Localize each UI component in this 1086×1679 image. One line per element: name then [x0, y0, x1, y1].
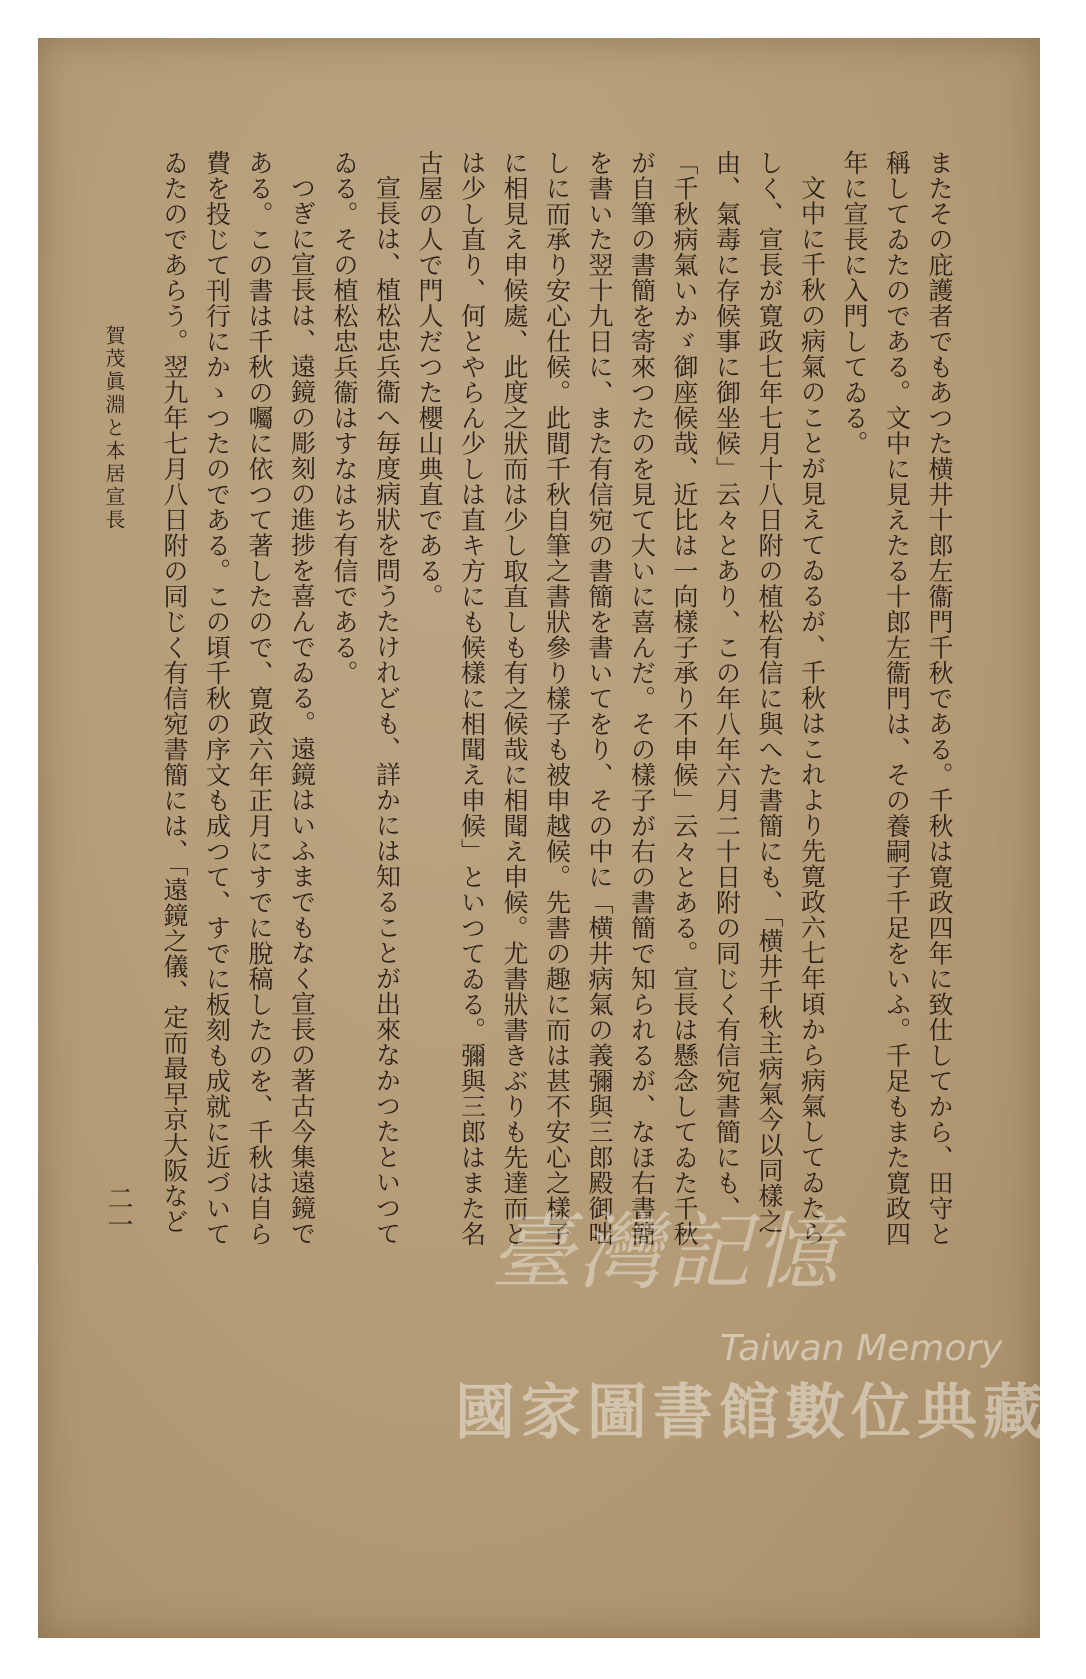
paragraph: 宣長は、植松忠兵衞へ毎度病狀を問うたけれども、詳かには知ることが出來なかつたといつてゐる。その植松忠兵衞はすなはち有信である。 [330, 150, 402, 1246]
paragraph: 文中に千秋の病氣のことが見えてゐるが、千秋はこれより先寛政六七年頃から病氣してゐたらしく、宣長が寛政七年七月十八日附の植松有信に與へた書簡にも、「横井千秋主病氣今以同樣之由、氣毒に存候事に御坐候」云々とあり、この年八年六月二十日附の同じく有信宛書簡にも、「千秋病氣いかゞ御座候哉、近比は一向樣子承り不申候」云々とある。宣長は懸念してゐた千秋が自筆の書簡を寄來つたのを見て大いに喜んだ。その樣子が右の書簡で知られるが、なほ右書簡を書いた翌十九日に、また有信宛の書簡を書いてをり、その中に「横井病氣の義彌與三郎殿御咄しに而承り安心仕候。此間千秋自筆之書狀參り樣子も被申越候。先書の趣に而は甚不安心之樣子に相見え申候處、此度之狀而は少し取直しも有之候哉に相聞え申候。尤書狀書きぶりも先達而とは少し直り、何とやらん少しは直キ方にも候樣に相聞え申候」といつてゐる。彌與三郎はまた名古屋の人で門人だつた櫻山典直である。 [415, 150, 827, 1247]
paragraph: つぎに宣長は、遠鏡の彫刻の進捗を喜んでゐる。遠鏡はいふまでもなく宣長の著古今集遠鏡である。この書は千秋の囑に依つて著したので、寛政六年正月にすでに脫稿したのを、千秋は自ら費を投じて刊行にかゝつたのである。この頃千秋の序文も成つて、すでに板刻も成就に近づいてゐたのであらう。翌九年七月八日附の同じく有信宛書簡には、「遠鏡之儀、定而最早京大阪など [160, 150, 317, 1247]
paragraph: またその庇護者でもあつた横井十郎左衞門千秋である。千秋は寛政四年に致仕してから、田守と稱してゐたのである。文中に見えたる十郎左衞門は、その養嗣子千足をいふ。千足もまた寛政四年に宣長に入門してゐる。 [840, 150, 954, 1247]
body-text [150, 150, 960, 1250]
watermark-english: Taiwan Memory [720, 1328, 1003, 1369]
watermark-chinese: 國家圖書館數位典藏 [455, 1378, 1049, 1448]
page-number: 二一 [103, 1185, 133, 1237]
watermark-calligraphy: 臺灣記憶 [490, 1203, 843, 1301]
running-head: 賀茂眞淵と本居宣長 [102, 325, 126, 532]
